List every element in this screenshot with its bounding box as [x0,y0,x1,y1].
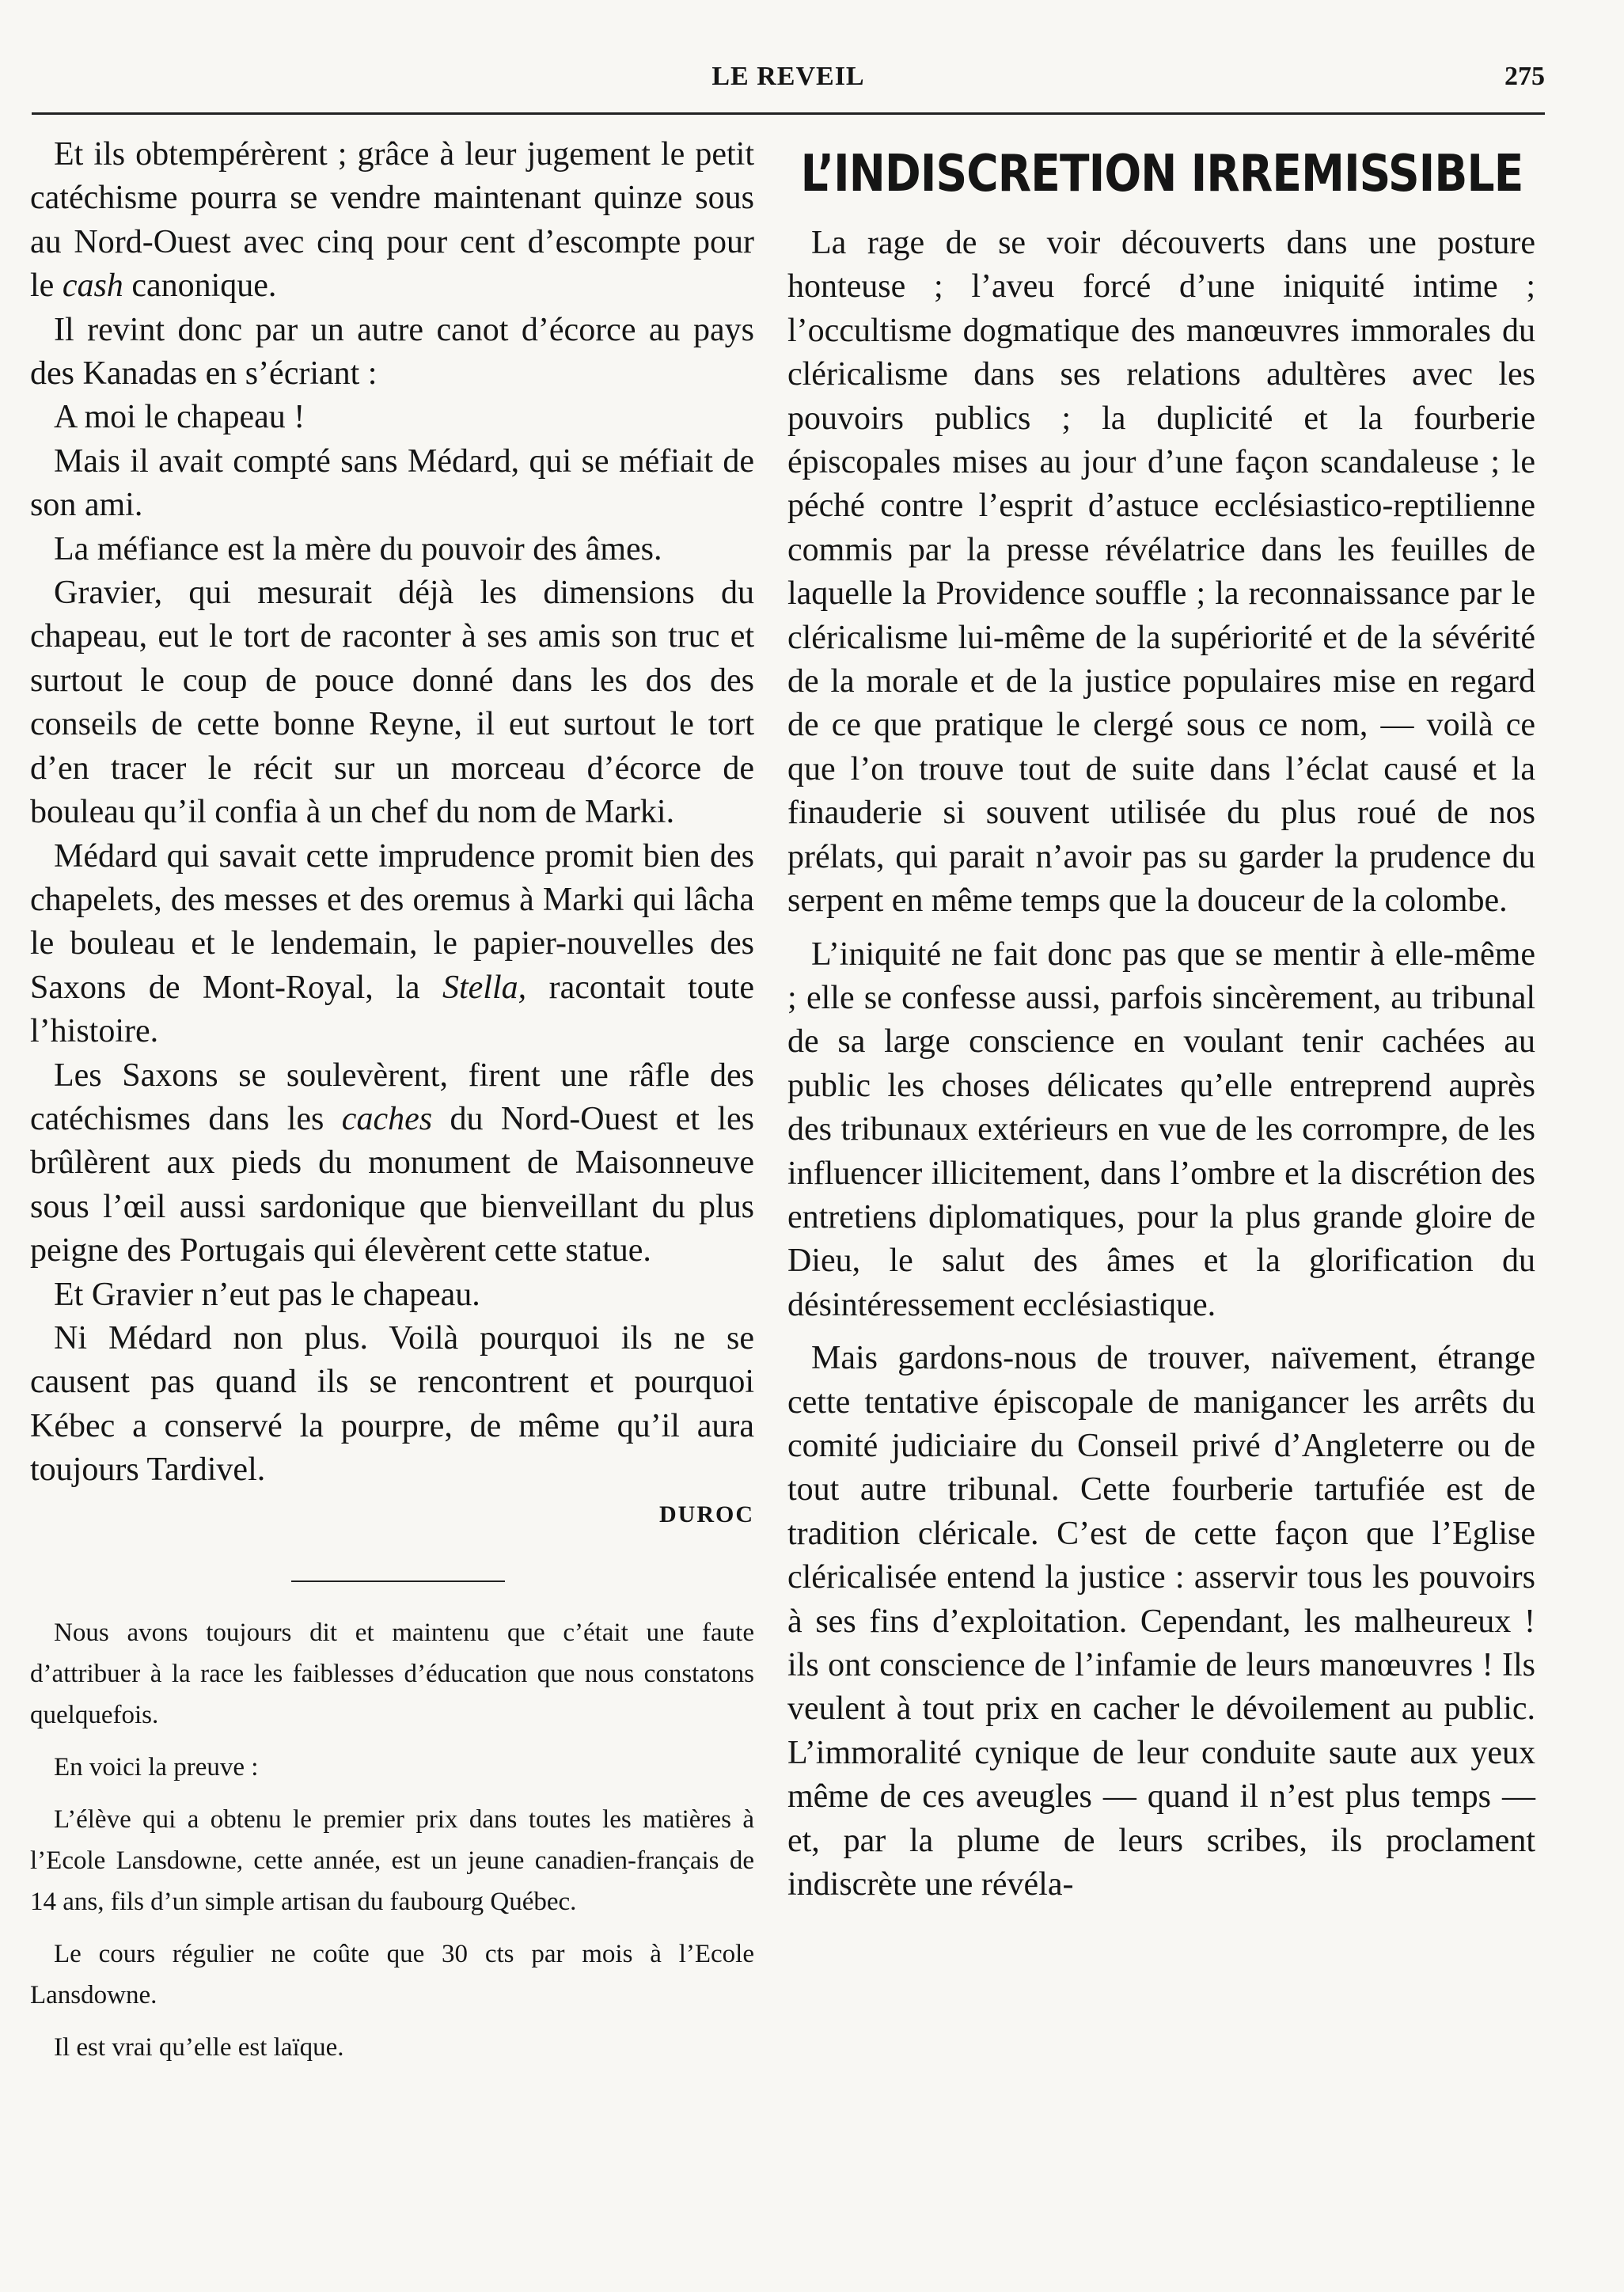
paragraph: Gravier, qui mesurait déjà les dimensions du chapeau, eut le tort de raconter à ses amis son truc et surtout le coup de pouce donné dans les dos des conseils de cette bonne Reyne, il eut surtout le tort d’en tracer le récit sur un morceau d’écorce de bouleau qu’il confia à un chef du nom de Marki. [30,575,754,831]
note-paragraph: Il est vrai qu’elle est laïque. [54,2033,344,2062]
paragraph: Mais il avait compté sans Médard, qui se méfiait de son ami. [30,442,754,524]
paragraph: A moi le chapeau ! [54,399,305,436]
paragraph: Les Saxons se soulevèrent, firent une râfle des catéchismes dans les caches du Nord-Ouest et les brûlèrent aux pieds du monument de Maisonneuve sous l’œil aussi sardonique que bienveillant du plus peigne des Portugais qui élevèrent cette statue. [30,1057,754,1269]
paragraph: Et ils obtempérèrent ; grâce à leur jugement le petit catéchisme pourra se vendre maintenant quinze sous au Nord-Ouest avec cinq pour cent d’escompte pour le cash canonique. [30,136,754,305]
note-paragraph: L’élève qui a obtenu le premier prix dans toutes les matières à l’Ecole Lansdowne, cette année, est un jeune canadien-français de 14 ans, fils d’un simple artisan du faubourg Québec. [30,1805,754,1916]
paragraph: La méfiance est la mère du pouvoir des âmes. [54,530,662,567]
article-title: L’INDISCRETION IRREMISSIBLE [800,145,1523,203]
paragraph: Mais gardons-nous de trouver, naïvement, étrange cette tentative épiscopale de manigancer les arrêts du comité judiciaire du Conseil privé d’Angleterre ou de tout autre tribunal. Cette fourberie tartufiée est de tradition cléricale. C’est de cette façon que l’Eglise cléricalisée entend la justice : asservir tous les pouvoirs à ses fins d’exploitation. Cependant, les malheureux ! ils ont conscience de l’infamie de leurs manœuvres ! Ils veulent à tout prix en cacher le dévoilement au public. L’immoralité cynique de leur conduite saute aux yeux même de ces aveugles — quand il n’est plus temps — et, par la plume de leurs scribes, ils proclament indiscrète une révéla- [787,1340,1535,1903]
paragraph: La rage de se voir découverts dans une posture honteuse ; l’aveu forcé d’une iniquité intime ; l’occultisme dogmatique des manœuvres immorales du cléricalisme dans ses relations adultères avec les pouvoirs publics ; la duplicité et la fourberie épiscopales mises au jour d’une façon scandaleuse ; le péché contre l’esprit d’astuce ecclésiastico-reptilienne commis par la presse révélatrice dans les feuilles de laquelle la Providence souffle ; la reconnaissance par le cléricalisme lui-même de la supériorité et de la sévérité de la morale et de la justice populaires mise en regard de ce que pratique le clergé sous ce nom, — voilà ce que l’on trouve tout de suite dans l’éclat causé et la finauderie si souvent utilisée du plus roué de nos prélats, qui parait n’avoir pas su garder la prudence du serpent en même temps que la douceur de la colombe. [787,225,1535,920]
paragraph: Il revint donc par un autre canot d’écorce au pays des Kanadas en s’écriant : [30,311,754,393]
page-number: 275 [1504,62,1545,91]
note-section [30,1612,754,2068]
note-paragraph: En voici la preuve : [54,1753,259,1782]
paragraph: Ni Médard non plus. Voilà pourquoi ils ne se causent pas quand ils se rencontrent et pourquoi Kébec a conservé la pourpre, de même qu’il aura toujours Tardivel. [30,1319,754,1489]
right-column [787,141,1535,1907]
note-paragraph: Le cours régulier ne coûte que 30 cts par mois à l’Ecole Lansdowne. [30,1940,754,2009]
header-rule [32,112,1545,115]
author-signature: DUROC [659,1501,754,1527]
left-column [30,133,754,2079]
section-divider [291,1580,505,1582]
paragraph: Et Gravier n’eut pas le chapeau. [54,1276,480,1313]
paragraph: L’iniquité ne fait donc pas que se mentir à elle-même ; elle se confesse aussi, parfois sincèrement, au tribunal de sa large conscience en voulant tenir cachées au public les choses délicates qu’elle entreprend auprès des tribunaux extérieurs en vue de les corrompre, de les influencer illicitement, dans l’ombre et la discrétion des entretiens diplomatiques, pour la plus grande gloire de Dieu, le salut des âmes et la glorification du désintéressement ecclésiastique. [787,935,1535,1323]
paragraph: Médard qui savait cette imprudence promit bien des chapelets, des messes et des oremus à Marki qui lâcha le bouleau et le lendemain, le papier-nouvelles des Saxons de Mont-Royal, la Stella, racontait toute l’histoire. [30,837,754,1050]
page-header [32,62,1545,101]
running-title: LE REVEIL [711,62,865,91]
note-paragraph: Nous avons toujours dit et maintenu que c’était une faute d’attribuer à la race les faiblesses d’éducation que nous constatons quelquefois. [30,1618,754,1729]
